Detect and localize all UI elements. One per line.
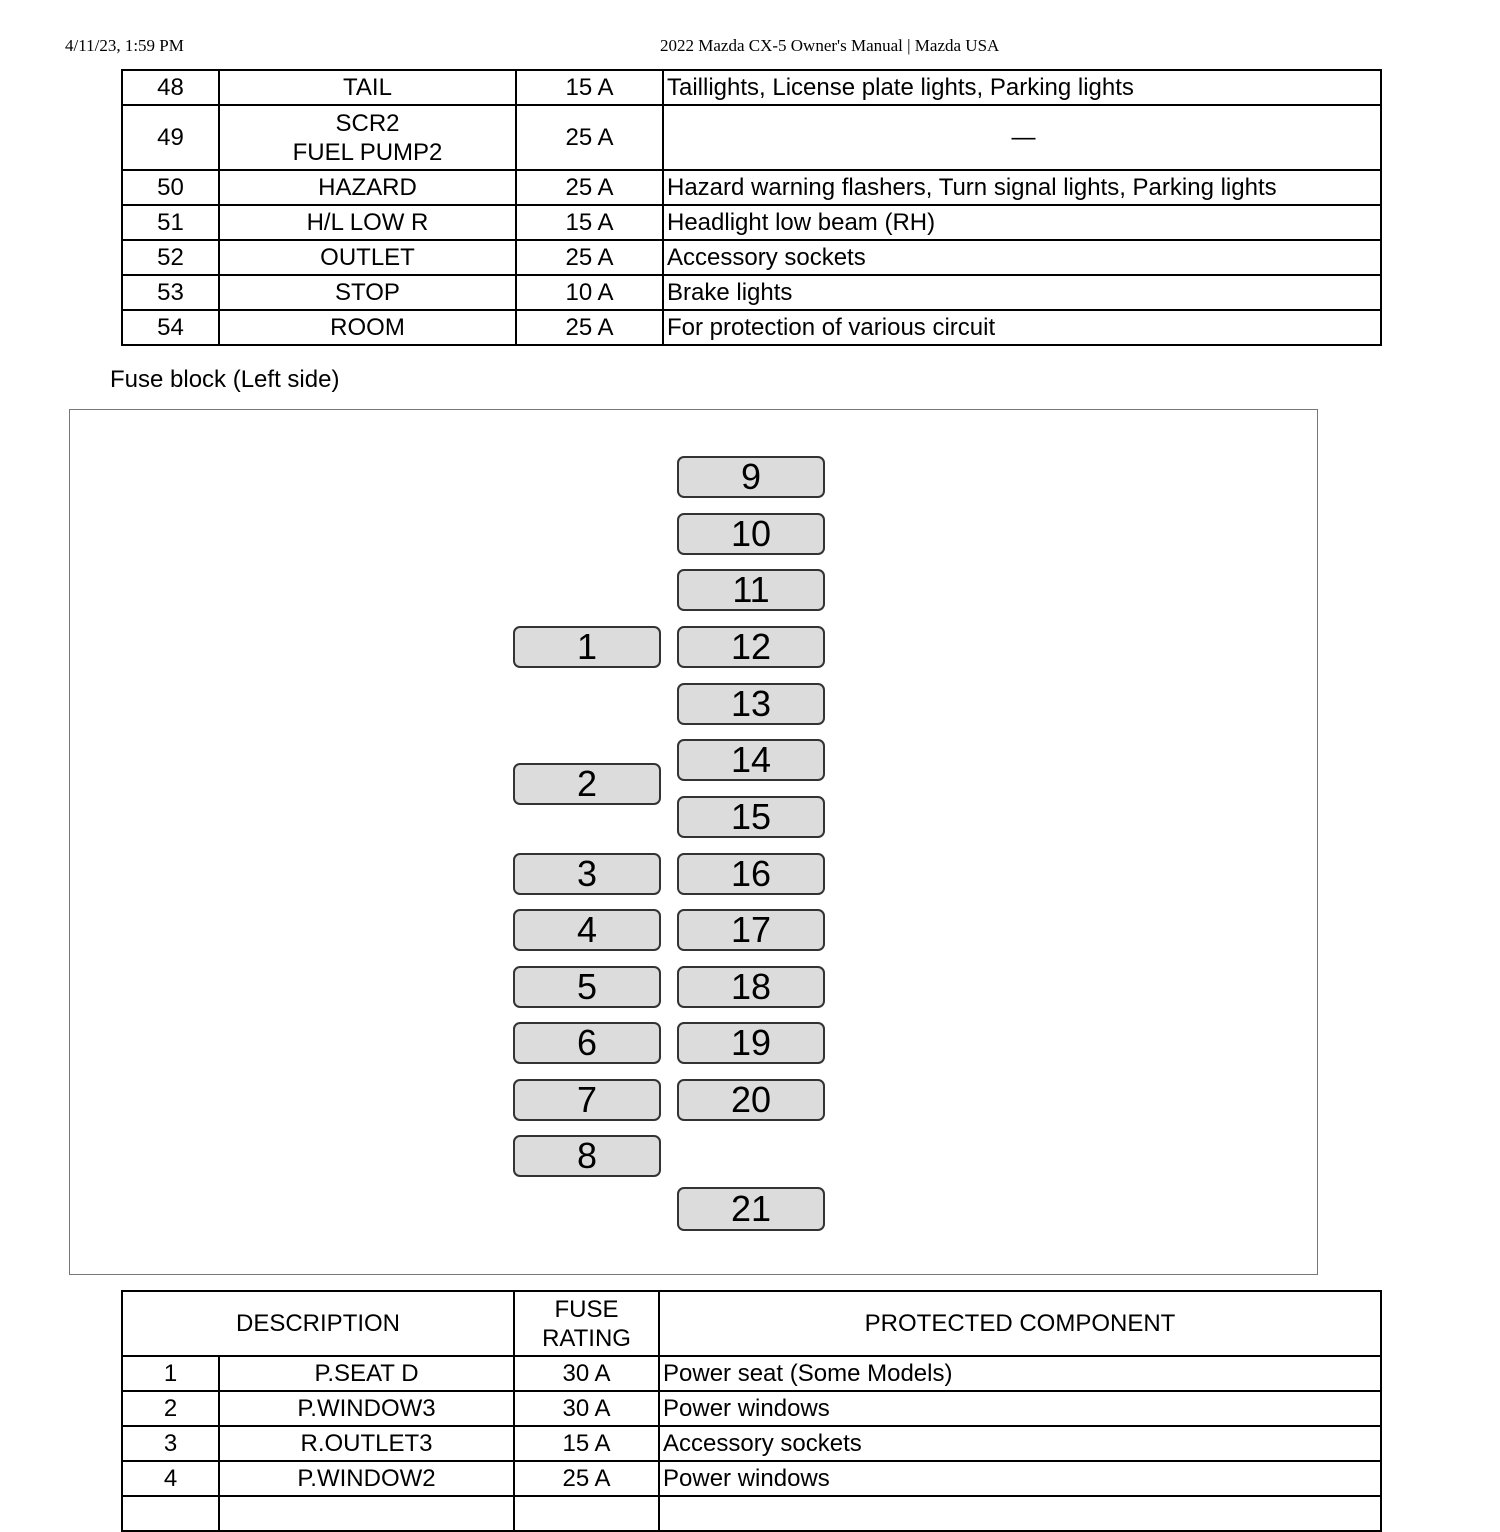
fuse-name: OUTLET: [219, 240, 516, 275]
fuse-rating: 25 A: [516, 105, 663, 170]
fuse-number: 4: [122, 1461, 219, 1496]
protected-component: Accessory sockets: [659, 1426, 1381, 1461]
fuse-table-main-block: [121, 69, 1382, 346]
header-fuse-rating: FUSE RATING: [514, 1291, 659, 1356]
fuse-number: 48: [122, 70, 219, 105]
table-row: [122, 1356, 1381, 1391]
fuse-rating: 15 A: [514, 1426, 659, 1461]
fuse-slot: 6: [513, 1022, 661, 1064]
fuse-slot: 12: [677, 626, 825, 668]
fuse-rating: 25 A: [516, 240, 663, 275]
fuse-slot: 16: [677, 853, 825, 895]
fuse-name: P.SEAT D: [219, 1356, 514, 1391]
protected-component: For protection of various circuit: [663, 310, 1381, 345]
fuse-slot: 19: [677, 1022, 825, 1064]
fuse-slot: 21: [677, 1187, 825, 1231]
fuse-slot: 5: [513, 966, 661, 1008]
fuse-rating: 10 A: [516, 275, 663, 310]
fuse-block-diagram: [69, 409, 1318, 1275]
fuse-rating: 25 A: [516, 170, 663, 205]
protected-component: Accessory sockets: [663, 240, 1381, 275]
table-row-cutoff: [122, 1496, 1381, 1531]
fuse-slot: 2: [513, 763, 661, 805]
fuse-rating: 30 A: [514, 1391, 659, 1426]
fuse-name: TAIL: [219, 70, 516, 105]
print-timestamp: 4/11/23, 1:59 PM: [65, 36, 184, 55]
fuse-number: 49: [122, 105, 219, 170]
protected-component: Power seat (Some Models): [659, 1356, 1381, 1391]
fuse-slot: 1: [513, 626, 661, 668]
protected-component: Power windows: [659, 1461, 1381, 1496]
table-row: [122, 310, 1381, 345]
protected-component: Brake lights: [663, 275, 1381, 310]
fuse-rating: 25 A: [514, 1461, 659, 1496]
fuse-slot: 17: [677, 909, 825, 951]
fuse-rating: 15 A: [516, 205, 663, 240]
fuse-name: HAZARD: [219, 170, 516, 205]
fuse-number: 52: [122, 240, 219, 275]
empty-cell: [122, 1496, 219, 1531]
protected-component: Taillights, License plate lights, Parking lights: [663, 70, 1381, 105]
fuse-number: 1: [122, 1356, 219, 1391]
table-row: [122, 275, 1381, 310]
fuse-name: P.WINDOW2: [219, 1461, 514, 1496]
table-row: [122, 1461, 1381, 1496]
fuse-number: 50: [122, 170, 219, 205]
fuse-slot: 3: [513, 853, 661, 895]
fuse-number: 2: [122, 1391, 219, 1426]
table-row: [122, 240, 1381, 275]
fuse-slot: 9: [677, 456, 825, 498]
fuse-slot: 8: [513, 1135, 661, 1177]
table-row: [122, 1391, 1381, 1426]
fuse-number: 54: [122, 310, 219, 345]
fuse-number: 3: [122, 1426, 219, 1461]
empty-cell: [659, 1496, 1381, 1531]
protected-component: —: [663, 105, 1381, 170]
fuse-slot: 20: [677, 1079, 825, 1121]
fuse-slot: 11: [677, 569, 825, 611]
table-row: [122, 105, 1381, 170]
protected-component: Power windows: [659, 1391, 1381, 1426]
fuse-slot: 18: [677, 966, 825, 1008]
fuse-name: P.WINDOW3: [219, 1391, 514, 1426]
table-row: [122, 205, 1381, 240]
fuse-number: 51: [122, 205, 219, 240]
table-row: [122, 1426, 1381, 1461]
fuse-slot: 13: [677, 683, 825, 725]
empty-cell: [219, 1496, 514, 1531]
header-description: DESCRIPTION: [122, 1291, 514, 1356]
protected-component: Headlight low beam (RH): [663, 205, 1381, 240]
fuse-table-left-side: [121, 1290, 1382, 1532]
fuse-rating: 25 A: [516, 310, 663, 345]
header-protected-component: PROTECTED COMPONENT: [659, 1291, 1381, 1356]
fuse-name: STOP: [219, 275, 516, 310]
fuse-rating: 15 A: [516, 70, 663, 105]
fuse-slot: 10: [677, 513, 825, 555]
table-row: [122, 70, 1381, 105]
fuse-number: 53: [122, 275, 219, 310]
fuse-name: H/L LOW R: [219, 205, 516, 240]
table-row: [122, 170, 1381, 205]
fuse-name: R.OUTLET3: [219, 1426, 514, 1461]
empty-cell: [514, 1496, 659, 1531]
fuse-name: SCR2 FUEL PUMP2: [219, 105, 516, 170]
fuse-rating: 30 A: [514, 1356, 659, 1391]
protected-component: Hazard warning flashers, Turn signal lights, Parking lights: [663, 170, 1381, 205]
fuse-slot: 15: [677, 796, 825, 838]
fuse-name: ROOM: [219, 310, 516, 345]
fuse-slot: 14: [677, 739, 825, 781]
section-caption: Fuse block (Left side): [110, 366, 340, 393]
fuse-slot: 4: [513, 909, 661, 951]
page-title: 2022 Mazda CX-5 Owner's Manual | Mazda USA: [660, 36, 1000, 55]
fuse-slot: 7: [513, 1079, 661, 1121]
